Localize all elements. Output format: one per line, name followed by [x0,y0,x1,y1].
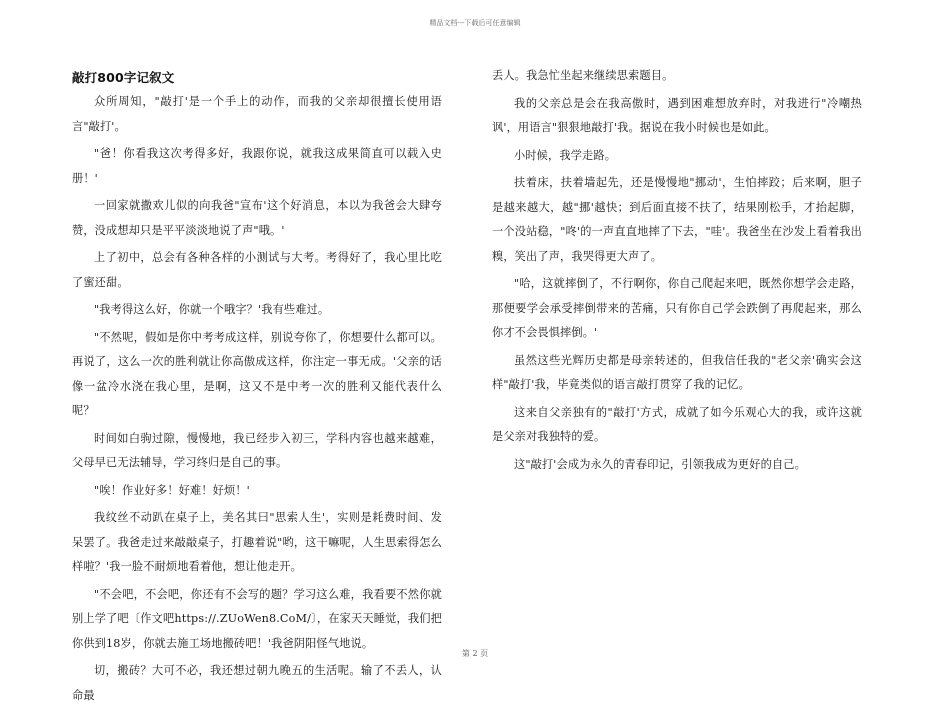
paragraph: "哈，这就摔倒了，不行啊你，你自己爬起来吧，既然你想学会走路，那便要学会承受摔倒带来的苦痛，只有你自己学会跌倒了再爬起来，那么你才不会畏惧摔倒。' [492,277,862,339]
paragraph: 时间如白驹过隙，慢慢地，我已经步入初三，学科内容也越来越难，父母早已无法辅导，学习终归是自己的事。 [72,431,442,469]
page-number: 第 2 页 [461,649,489,658]
paragraph: 众所周知，"敲打'是一个手上的动作，而我的父亲却很擅长使用语言"敲打'。 [72,95,442,133]
paragraph: 小时候，我学走路。 [514,148,617,162]
paragraph: "我考得这么好，你就一个哦字？'我有些难过。 [94,303,330,316]
paragraph: 这"敲打'会成为永久的青春印记，引领我成为更好的自己。 [514,457,806,471]
page-header: 精品文档---下载后可任意编辑 [429,19,521,27]
paragraph: 上了初中，总会有各种各样的小测试与大考。考得好了，我心里比吃了蜜还甜。 [72,251,442,289]
paragraph: "唉！作业好多！好难！好烦！' [94,483,250,497]
paragraph-continued: 丢人。我急忙坐起来继续思索题目。 [492,69,674,82]
paragraph: "不然呢，假如是你中考考成这样，别说夸你了，你想要什么都可以。再说了，这么一次的胜利就让你高傲成这样，你注定一事无成。'父亲的话像一盆冷水浇在我心里，是啊，这又不是中考一次的胜利又能代表什么呢？ [72,330,442,417]
right-column [492,64,862,480]
paragraph: 扶着床，扶着墙起先，还是慢慢地"挪动'，生怕摔跤；后来啊，胆子是越来越大，越"挪'越快；到后面直接不扶了，结果刚松手，才抬起脚，一个没站稳，"咚'的一声直直地摔了下去，"哇'。我爸坐在沙发上看着我出糗，笑出了声，我哭得更大声了。 [492,176,862,263]
paragraph: 我的父亲总是会在我高傲时，遇到困难想放弃时，对我进行"冷嘲热讽'，用语言"狠狠地敲打'我。据说在我小时候也是如此。 [492,96,862,134]
left-column [72,68,442,711]
paragraph: 我纹丝不动趴在桌子上，美名其曰"思索人生'，实则是耗费时间、发呆罢了。我爸走过来敲敲桌子，打趣着说"哟，这干嘛呢，人生思索得怎么样啦？'我一脸不耐烦地看着他，想让他走开。 [72,511,442,573]
paragraph: "不会吧，不会吧，你还有不会写的题？学习这么难，我看要不然你就别上学了吧〔作文吧https://.ZUoWen8.CoM/〕，在家天天睡觉，我们把你供到18岁，你就去施工场地搬砖吧！'我爸阴阳怪气地说。 [72,587,442,650]
paragraph: 这来自父亲独有的"敲打'方式，成就了如今乐观心大的我，或许这就是父亲对我独特的爱。 [492,405,862,443]
paragraph: 一回家就撒欢儿似的向我爸"宣布'这个好消息，本以为我爸会大肆夸赞，没成想却只是平平淡淡地说了声"哦。' [72,199,442,237]
document-title: 敲打800字记叙文 [72,70,175,85]
paragraph: "爸！你看我这次考得多好，我跟你说，就我这成果简直可以载入史册！' [72,147,442,185]
paragraph: 切，搬砖？大可不必，我还想过朝九晚五的生活呢。输了不丢人，认命最 [72,664,442,702]
paragraph: 虽然这些光辉历史都是母亲转述的，但我信任我的"老父亲'确实会这样"敲打'我，毕竟类似的语言敲打贯穿了我的记忆。 [492,353,862,391]
